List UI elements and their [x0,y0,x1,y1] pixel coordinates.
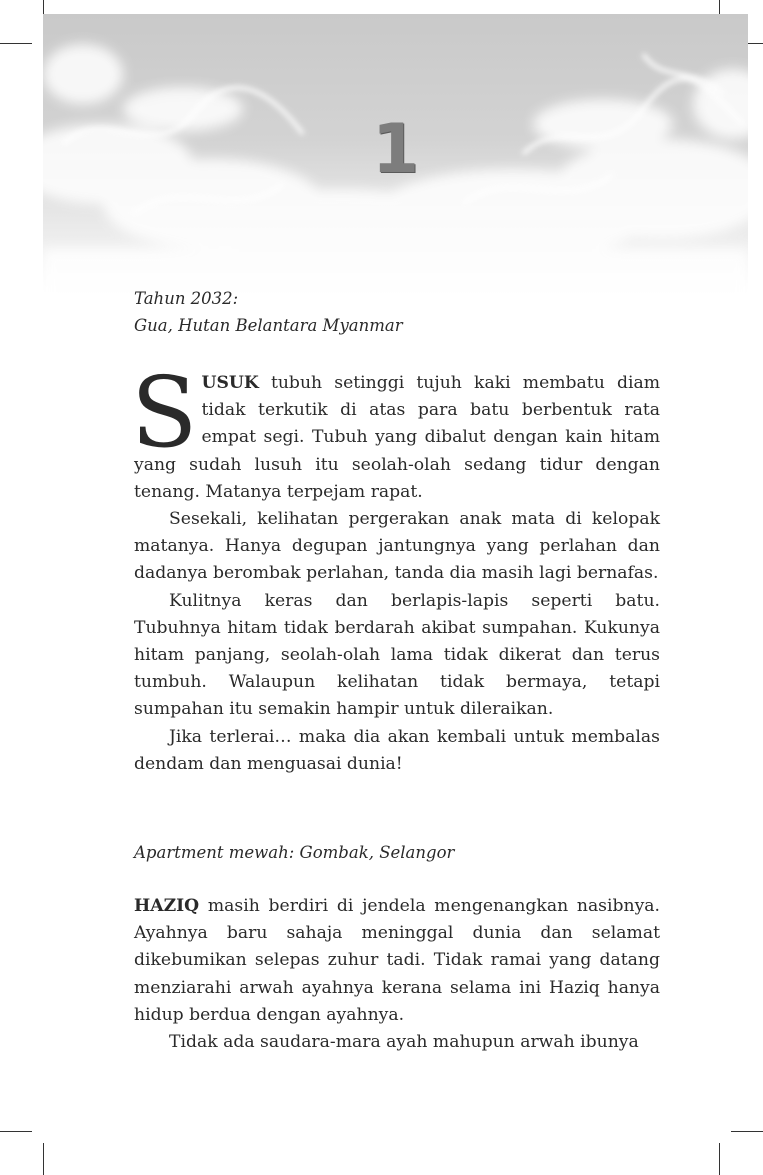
lead-word: HAZIQ [134,896,200,916]
crop-mark [43,1143,44,1175]
section-heading-year: Tahun 2032: [134,289,239,308]
section-heading-location: Gua, Hutan Belantara Myanmar [134,316,403,335]
lead-word: USUK [201,373,259,393]
paragraph [131,356,660,506]
chapter-header-smoke [43,14,748,294]
paragraph-text: masih berdiri di jendela mengenangkan nasibnya. Ayahnya baru sahaja meninggal dunia dan selamat dikebumikan selepas zuhur tadi. Tidak ramai yang datang menziarahi arwah ayahnya kerana selama ini Haziq hanya hidup berdua dengan ayahnya. [134,896,660,1025]
paragraph: Sesekali, kelihatan pergerakan anak mata di kelopak matanya. Hanya degupan jantungnya yang perlahan dan dadanya berombak perlahan, tanda dia masih lagi bernafas. [134,509,660,584]
paragraph: Kulitnya keras dan berlapis-lapis seperti batu. Tubuhnya hitam tidak berdarah akibat sumpahan. Kukunya hitam panjang, seolah-olah lama tidak dikerat dan terus tumbuh. Walaupun kelihatan tidak bermaya, tetapi sumpahan itu semakin hampir untuk dileraikan. [134,590,660,720]
paragraph-text: tubuh setinggi tujuh kaki membatu diam tidak terkutik di atas para batu berbentuk rata empat segi. Tubuh yang dibalut dengan kain hitam yang sudah lusuh itu seolah-olah sedang tidur dengan tenang. Matanya terpejam rapat. [134,373,660,502]
paragraph: Tidak ada saudara-mara ayah mahupun arwah ibunya [169,1032,639,1053]
section-one [134,285,660,339]
section-two-body [134,893,660,1056]
section-heading-location: Apartment mewah: Gombak, Selangor [134,843,455,862]
paragraph [134,893,660,1029]
crop-mark [731,1131,763,1132]
crop-mark [0,43,32,44]
drop-cap: S [131,356,198,469]
crop-mark [0,1131,32,1132]
section-one-body [131,356,660,778]
section-two-heading [134,839,660,866]
crop-mark [719,1143,720,1175]
paragraph: Jika terlerai… maka dia akan kembali untuk membalas dendam dan menguasai dunia! [134,726,660,774]
chapter-number: 1 [371,110,420,189]
